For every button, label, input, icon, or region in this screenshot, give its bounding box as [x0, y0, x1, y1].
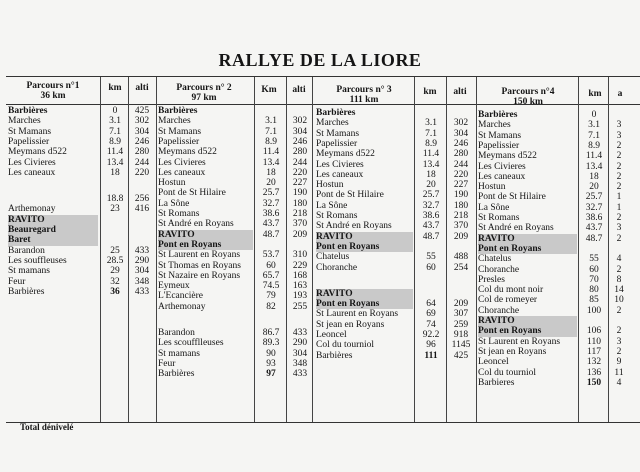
parcours-3-name: Parcours n° 3 [336, 85, 392, 95]
p4-stop-km: 117 [587, 346, 601, 357]
p3-stop-alti: 190 [453, 190, 469, 201]
p2-stop-km: 25.7 [262, 188, 280, 199]
p3-stop-name: Barbières [316, 108, 356, 118]
parcours-3-header [314, 85, 414, 105]
p2-stop-name: Eymeux [158, 281, 190, 292]
p3-stop-alti: 425 [453, 350, 469, 361]
p2-stop-km: 89.3 [262, 338, 280, 349]
p2-stop-alti: 190 [292, 188, 308, 199]
p4-stop-name: Barbières [478, 110, 518, 120]
p4-stop-name: Chatelus [478, 254, 512, 265]
column-rule [608, 77, 609, 422]
p1-stop-km: 29 [110, 266, 120, 277]
p2-stop-name: Les caneaux [158, 167, 206, 178]
p3-stop-alti: 918 [453, 330, 469, 340]
p4-stop-name: RAVITO [478, 316, 577, 326]
p1-stop-alti: 244 [134, 157, 150, 168]
p4-stop-km: 8.9 [588, 140, 600, 151]
p2-stop-alti: 433 [292, 369, 308, 380]
parcours-4-distance: 150 km [513, 97, 543, 107]
p4-stop-name: Col du tourniol [478, 367, 537, 378]
column-rule [578, 77, 579, 422]
p4-stop-km: 18 [589, 171, 599, 182]
p4-stop-km: 20 [589, 182, 599, 193]
p2-stop-alti: 229 [292, 260, 308, 271]
p3-stop-name: Leoncel [316, 330, 347, 340]
p2-stop-name: Pont en Royans [158, 240, 253, 250]
p4-stop-alti: 1 [616, 202, 622, 213]
p4-stop-alti: 2 [616, 326, 622, 337]
p4-stop-alti: 2 [616, 151, 622, 162]
p2-stop-km: 82 [266, 301, 276, 312]
p3-stop-alti: 259 [453, 319, 469, 330]
p3-stop-km: 74 [426, 319, 436, 330]
p3-stop-name: Choranche [316, 262, 358, 273]
p2-stop-name: St Romans [158, 209, 200, 219]
p2-stop-alti: 244 [292, 157, 308, 168]
p2-stop-km: 60 [266, 260, 276, 271]
p2-stop-name: Les scoufflleuses [158, 338, 224, 349]
p2-stop-name: Hostun [158, 178, 186, 189]
total-denivele-label: Total dénivelé [20, 422, 74, 432]
p2-stop-name: St Laurent en Royans [158, 250, 241, 261]
p4-stop-alti: 9 [616, 357, 622, 368]
p4-stop-km: 7.1 [588, 130, 600, 141]
p2-stop-alti: 227 [292, 178, 308, 189]
p4-stop-km: 85 [589, 295, 599, 306]
p3-stop-km: 13.4 [422, 159, 440, 170]
parcours-3-alti-header: alti [453, 87, 467, 97]
p1-stop-name: Barandon [8, 245, 45, 256]
p3-stop-km: 43.7 [422, 221, 440, 232]
p4-stop-km: 55 [589, 254, 599, 265]
p3-stop-km: 20 [426, 180, 436, 191]
p2-stop-km: 93 [266, 358, 276, 369]
p2-stop-alti: 348 [292, 358, 308, 369]
column-rule [156, 77, 157, 422]
p2-stop-name: St Thomas en Royans [158, 260, 241, 271]
p1-stop-km: 28.5 [106, 255, 124, 266]
parcours-4-name: Parcours n°4 [501, 87, 555, 97]
p4-stop-alti: 3 [616, 336, 622, 347]
column-rule [286, 77, 287, 422]
p4-stop-alti: 2 [616, 264, 622, 275]
p2-stop-km: 90 [266, 348, 276, 359]
parcours-1-distance: 36 km [40, 91, 66, 101]
p2-stop-alti: 304 [292, 348, 308, 359]
p1-stop-alti: 348 [134, 276, 150, 287]
p2-stop-alti: 180 [292, 198, 308, 209]
p4-stop-name: Les caneaux [478, 171, 526, 182]
column-rule [128, 77, 129, 422]
p3-stop-alti: 280 [453, 149, 469, 160]
p1-stop-km: 18 [110, 167, 120, 178]
p4-stop-alti: 14 [614, 285, 624, 296]
p1-stop-km: 11.4 [106, 147, 124, 158]
p2-stop-name: Arthemonay [158, 301, 206, 312]
parcours-1-header [6, 81, 100, 101]
p4-stop-alti: 2 [616, 346, 622, 357]
p2-stop-name: St mamans [158, 348, 200, 359]
p3-stop-name: Meymans d522 [316, 149, 375, 160]
p3-stop-name: Pont en Royans [316, 299, 413, 309]
p4-stop-name: Col de romeyer [478, 295, 538, 306]
p1-stop-name: Les souffleuses [8, 255, 67, 266]
p3-stop-km: 64 [426, 299, 436, 310]
p4-stop-alti: 2 [616, 182, 622, 193]
p2-stop-km: 97 [266, 369, 276, 380]
p2-stop-alti: 168 [292, 270, 308, 281]
p3-stop-name: St Laurent en Royans [316, 309, 399, 320]
p1-stop-km: 8.9 [109, 136, 121, 147]
column-rule [254, 77, 255, 422]
p3-stop-km: 8.9 [425, 138, 437, 149]
p3-stop-alti: 227 [453, 180, 469, 191]
p3-stop-name: La Sône [316, 200, 348, 211]
p4-stop-name: St jean en Royans [478, 346, 547, 357]
p3-stop-alti: 209 [453, 231, 469, 242]
p1-stop-km: 23 [110, 204, 120, 215]
p4-stop-km: 25.7 [585, 192, 603, 203]
p1-stop-name: Papelissier [8, 136, 50, 147]
p2-stop-km: 48.7 [262, 229, 280, 240]
p2-stop-km: 65.7 [262, 270, 280, 281]
p1-stop-km: 36 [110, 286, 120, 297]
p4-stop-name: Leoncel [478, 357, 509, 368]
p2-stop-km: 18 [266, 167, 276, 178]
p1-stop-name: Beauregard [8, 225, 98, 235]
p2-stop-km: 32.7 [262, 198, 280, 209]
p3-stop-name: Les caneaux [316, 169, 364, 180]
p4-stop-km: 80 [589, 285, 599, 296]
p4-stop-name: Papelissier [478, 140, 520, 151]
p4-stop-name: Presles [478, 274, 505, 285]
p3-stop-km: 111 [424, 350, 438, 361]
p2-stop-alti: 370 [292, 219, 308, 230]
p4-stop-name: Marches [478, 120, 511, 131]
p4-stop-alti: 8 [616, 274, 622, 285]
p4-stop-alti: 2 [616, 233, 622, 244]
p1-stop-km: 13.4 [106, 157, 124, 168]
p1-stop-km: 3.1 [109, 116, 121, 127]
p2-stop-km: 11.4 [262, 147, 280, 158]
p2-stop-alti: 209 [292, 229, 308, 240]
p3-stop-name: Pont en Royans [316, 242, 413, 252]
p3-stop-km: 25.7 [422, 190, 440, 201]
p1-stop-name: Les Civieres [8, 157, 56, 168]
p4-stop-km: 150 [586, 377, 602, 388]
p3-stop-km: 96 [426, 340, 436, 351]
p2-stop-alti: 310 [292, 250, 308, 261]
p1-stop-name: Barbières [8, 106, 48, 116]
p1-stop-km: 18.8 [106, 194, 124, 205]
parcours-2-km-header: Km [261, 85, 277, 95]
p4-stop-km: 13.4 [585, 161, 603, 172]
p1-stop-alti: 433 [134, 245, 150, 256]
parcours-2-distance: 97 km [191, 93, 217, 103]
p4-stop-km: 100 [586, 305, 602, 316]
p1-stop-name: Feur [8, 276, 26, 287]
p2-stop-name: Les Civieres [158, 157, 206, 168]
p2-stop-alti: 304 [292, 126, 308, 137]
p3-stop-name: Les Civieres [316, 159, 364, 170]
p3-stop-name: RAVITO [316, 232, 413, 242]
p3-stop-alti: 1145 [451, 340, 471, 351]
p1-stop-alti: 220 [134, 167, 150, 178]
p1-stop-alti: 256 [134, 194, 150, 205]
p1-stop-name: Baret [8, 235, 98, 245]
p2-stop-alti: 193 [292, 291, 308, 302]
p1-stop-alti: 280 [134, 147, 150, 158]
p3-stop-alti: 488 [453, 252, 469, 263]
p4-stop-km: 48.7 [585, 233, 603, 244]
p4-stop-km: 70 [589, 274, 599, 285]
parcours-2-name: Parcours n° 2 [176, 83, 232, 93]
column-rule [414, 77, 415, 422]
p4-stop-alti: 4 [616, 377, 622, 388]
p3-stop-name: Hostun [316, 180, 344, 191]
p3-stop-name: Pont de St Hilaire [316, 190, 384, 201]
p3-stop-alti: 304 [453, 128, 469, 139]
p2-stop-name: Barbières [158, 106, 198, 116]
p4-stop-alti: 2 [616, 305, 622, 316]
p2-stop-name: Papelissier [158, 136, 200, 147]
p3-stop-km: 3.1 [425, 118, 437, 129]
p4-stop-km: 32.7 [585, 202, 603, 213]
p3-stop-alti: 246 [453, 138, 469, 149]
p1-stop-name: Les caneaux [8, 167, 56, 178]
p3-stop-alti: 254 [453, 262, 469, 273]
p2-stop-alti: 290 [292, 338, 308, 349]
p2-stop-km: 13.4 [262, 157, 280, 168]
p4-stop-name: Meymans d522 [478, 151, 537, 162]
p3-stop-name: Col du tourniol [316, 340, 375, 351]
p2-stop-km: 3.1 [265, 116, 277, 127]
p4-stop-name: Choranche [478, 264, 520, 275]
p4-stop-km: 38.6 [585, 213, 603, 223]
p4-stop-km: 3.1 [588, 120, 600, 131]
p4-stop-alti: 11 [614, 367, 624, 378]
p4-stop-name: St Mamans [478, 130, 522, 141]
p4-stop-km: 11.4 [585, 151, 603, 162]
p2-stop-km: 7.1 [265, 126, 277, 137]
parcours-3-distance: 111 km [349, 95, 379, 105]
p3-stop-alti: 307 [453, 309, 469, 320]
p3-stop-alti: 370 [453, 221, 469, 232]
page-title: RALLYE DE LA LIORE [218, 50, 422, 70]
column-rule [446, 77, 447, 422]
p4-stop-name: Les Civieres [478, 161, 526, 172]
p2-stop-name: St André en Royans [158, 219, 234, 230]
p1-stop-alti: 246 [134, 136, 150, 147]
p3-stop-km: 11.4 [422, 149, 440, 160]
p1-stop-km: 7.1 [109, 126, 121, 137]
p1-stop-name: St mamans [8, 266, 50, 277]
parcours-4-alti-header: a [617, 89, 623, 99]
p2-stop-name: Meymans d522 [158, 147, 217, 158]
p4-stop-name: Pont en Royans [478, 326, 577, 336]
p1-stop-alti: 304 [134, 126, 150, 137]
p2-stop-name: St Mamans [158, 126, 202, 137]
route-table [6, 76, 640, 437]
p2-stop-alti: 302 [292, 116, 308, 127]
p2-stop-km: 8.9 [265, 136, 277, 147]
p3-stop-name: St jean en Royans [316, 319, 385, 330]
p4-stop-alti: 2 [616, 213, 622, 223]
p2-stop-km: 53.7 [262, 250, 280, 261]
parcours-1-alti-header: alti [135, 83, 149, 93]
p4-stop-name: Hostun [478, 182, 506, 193]
p2-stop-alti: 218 [292, 209, 308, 219]
p2-stop-name: Pont de St Hilaire [158, 188, 226, 199]
p4-stop-km: 110 [587, 336, 601, 347]
p1-stop-alti: 416 [134, 204, 150, 215]
p2-stop-alti: 220 [292, 167, 308, 178]
p3-stop-km: 38.6 [422, 211, 440, 221]
p4-stop-name: St André en Royans [478, 223, 554, 234]
p3-stop-alti: 244 [453, 159, 469, 170]
p3-stop-km: 32.7 [422, 200, 440, 211]
p4-stop-km: 43.7 [585, 223, 603, 234]
p1-stop-alti: 304 [134, 266, 150, 277]
p2-stop-alti: 433 [292, 328, 308, 338]
p4-stop-name: Barbieres [478, 377, 515, 388]
p3-stop-km: 18 [426, 169, 436, 180]
p2-stop-name: La Sône [158, 198, 190, 209]
p3-stop-name: Papelissier [316, 138, 358, 149]
p2-stop-km: 43.7 [262, 219, 280, 230]
parcours-1-km-header: km [108, 83, 122, 93]
p2-stop-km: 74.5 [262, 281, 280, 292]
p1-stop-alti: 302 [134, 116, 150, 127]
p3-stop-km: 92.2 [422, 330, 440, 340]
p2-stop-name: Feur [158, 358, 176, 369]
p3-stop-km: 7.1 [425, 128, 437, 139]
p2-stop-name: Marches [158, 116, 191, 127]
p4-stop-alti: 3 [616, 120, 622, 131]
p3-stop-alti: 218 [453, 211, 469, 221]
p3-stop-alti: 302 [453, 118, 469, 129]
p4-stop-km: 60 [589, 264, 599, 275]
p4-stop-name: Pont de St Hilaire [478, 192, 546, 203]
p3-stop-name: St Romans [316, 211, 358, 221]
p2-stop-name: Barandon [158, 328, 195, 338]
p1-stop-alti: 433 [134, 286, 150, 297]
p3-stop-km: 60 [426, 262, 436, 273]
p1-stop-name: RAVITO [8, 215, 98, 225]
p2-stop-km: 38.6 [262, 209, 280, 219]
p4-stop-name: RAVITO [478, 234, 577, 244]
p3-stop-alti: 209 [453, 299, 469, 310]
p1-stop-name: Barbières [8, 286, 45, 297]
p3-stop-name: St Mamans [316, 128, 360, 139]
p4-stop-name: Pont en Royans [478, 244, 577, 254]
p2-stop-name: St Nazaire en Royans [158, 270, 241, 281]
p4-stop-alti: 10 [614, 295, 624, 306]
p1-stop-km: 32 [110, 276, 120, 287]
p3-stop-name: Marches [316, 118, 349, 129]
p4-stop-name: St Laurent en Royans [478, 336, 561, 347]
parcours-2-header [156, 83, 252, 103]
column-rule [100, 77, 101, 422]
p4-stop-km: 132 [586, 357, 602, 368]
p2-stop-name: L'Ecancière [158, 291, 203, 302]
parcours-3-km-header: km [423, 87, 437, 97]
p4-stop-alti: 3 [616, 130, 622, 141]
p2-stop-alti: 246 [292, 136, 308, 147]
column-rule [476, 77, 477, 422]
column-rule [312, 77, 313, 422]
p2-stop-km: 86.7 [262, 328, 280, 338]
p3-stop-name: RAVITO [316, 289, 413, 299]
p4-stop-alti: 3 [616, 223, 622, 234]
p2-stop-alti: 280 [292, 147, 308, 158]
p2-stop-name: Barbières [158, 369, 195, 380]
p1-stop-km: 0 [112, 106, 118, 116]
p4-stop-alti: 4 [616, 254, 622, 265]
p4-stop-km: 0 [591, 110, 597, 120]
p2-stop-alti: 255 [292, 301, 308, 312]
p3-stop-km: 48.7 [422, 231, 440, 242]
p1-stop-km: 25 [110, 245, 120, 256]
p1-stop-alti: 290 [134, 255, 150, 266]
header-rule [6, 104, 640, 105]
p4-stop-name: Col du mont noir [478, 285, 544, 296]
p4-stop-alti: 1 [616, 192, 622, 203]
p2-stop-name: RAVITO [158, 230, 253, 240]
p3-stop-name: St André en Royans [316, 221, 392, 232]
p3-stop-alti: 180 [453, 200, 469, 211]
p4-stop-name: Choranche [478, 305, 520, 316]
table-bottom-rule [6, 422, 640, 423]
p4-stop-km: 106 [586, 326, 602, 337]
p1-stop-name: Marches [8, 116, 41, 127]
p4-stop-name: La Sône [478, 202, 510, 213]
p3-stop-km: 55 [426, 252, 436, 263]
p4-stop-name: St Romans [478, 213, 520, 223]
p1-stop-alti: 425 [134, 106, 150, 116]
parcours-1-name: Parcours n°1 [26, 81, 80, 91]
p1-stop-name: St Mamans [8, 126, 52, 137]
p3-stop-km: 69 [426, 309, 436, 320]
parcours-4-km-header: km [588, 89, 602, 99]
p2-stop-km: 20 [266, 178, 276, 189]
p4-stop-alti: 2 [616, 161, 622, 172]
p2-stop-alti: 163 [292, 281, 308, 292]
p1-stop-name: Meymans d522 [8, 147, 67, 158]
p2-stop-km: 79 [266, 291, 276, 302]
p3-stop-name: Chatelus [316, 252, 350, 263]
p1-stop-name: Arthemonay [8, 204, 56, 215]
p4-stop-alti: 2 [616, 140, 622, 151]
p4-stop-km: 136 [586, 367, 602, 378]
p3-stop-alti: 220 [453, 169, 469, 180]
parcours-2-alti-header: alti [292, 85, 306, 95]
p3-stop-name: Barbières [316, 350, 353, 361]
p4-stop-alti: 2 [616, 171, 622, 182]
